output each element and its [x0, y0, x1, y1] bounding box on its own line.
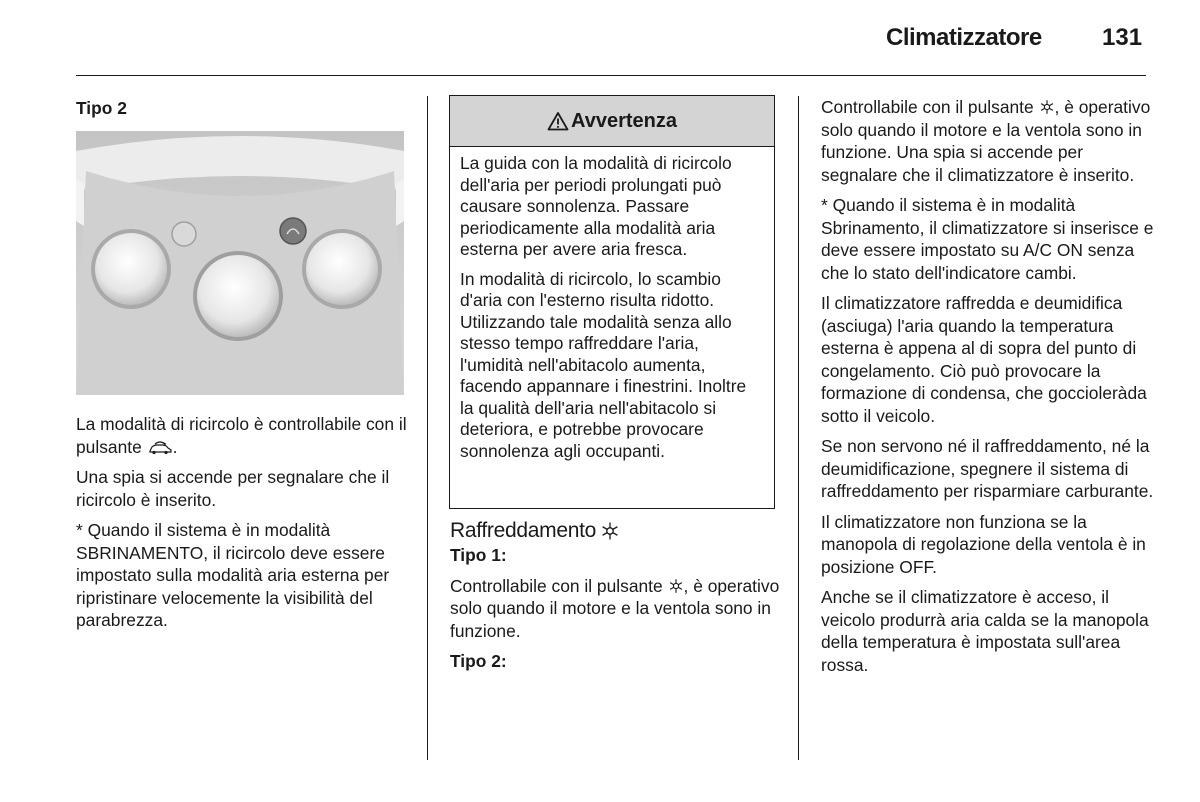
- paragraph-fan-off: Il climatizzatore non funziona se la manopola di regolazione della ventola è in posizione OFF.: [821, 511, 1146, 577]
- cooling-text: Controllabile con il pulsante: [450, 575, 663, 596]
- cooling-text-end: , è operativo solo quando il motore e la ventola sono in funzione.: [450, 575, 780, 641]
- subhead-tipo-1: Tipo 1:: [450, 545, 507, 565]
- paragraph-warm-air: Anche se il climatizzatore è acceso, il veicolo produrrà aria calda se la manopola della temperatura è impostata sull'area rossa.: [821, 587, 1149, 675]
- page-number: 131: [1102, 24, 1143, 51]
- section-heading-raffreddamento: [450, 518, 780, 544]
- subhead-tipo-2-cooling: Tipo 2:: [450, 651, 507, 671]
- cooling-type2-text-end: , è operativo solo quando il motore e la ventola sono in funzione. Una spia si accende per segnalare che il climatizzatore è inserito.: [821, 97, 1151, 185]
- paragraph-cooling-type-2: [821, 96, 1156, 186]
- recirculation-text: La modalità di ricircolo è controllabile con il pulsante: [76, 414, 407, 457]
- column-divider-left: [427, 96, 428, 760]
- column-divider-right: [798, 96, 799, 760]
- cooling-type2-text: Controllabile con il pulsante: [821, 97, 1034, 117]
- paragraph-save-fuel: Se non servono né il raffreddamento, né la deumidificazione, spegnere il sistema di raffreddamento per risparmiare carburante.: [821, 436, 1154, 501]
- warning-triangle-icon: [547, 111, 569, 131]
- paragraph-indicator-light: Una spia si accende per segnalare che il ricircolo è inserito.: [76, 467, 390, 510]
- warning-paragraph-2: In modalità di ricircolo, lo scambio d'aria con l'esterno risulta ridotto. Utilizzando tale modalità senza allo stesso tempo raffreddare l'aria, l'umidità nell'abitacolo aumenta, facendo appannare i finestrini. Inoltre la qualità dell'aria nell'abitacolo si deteriora, e potrebbe provocare sonnolenza agli occupanti.: [460, 268, 747, 461]
- column-2-body: [450, 518, 780, 681]
- control-panel-photo: [76, 131, 404, 395]
- paragraph-recirculation-control: [76, 413, 411, 458]
- paragraph-defrost-ac: * Quando il sistema è in modalità Sbrinamento, il climatizzatore si inserisce e deve essere impostato su A/C ON senza che lo stato dell'indicatore cambi.: [821, 195, 1154, 283]
- snowflake-icon: [600, 521, 620, 541]
- paragraph-defrost-note: * Quando il sistema è in modalità SBRINAMENTO, il ricircolo deve essere impostato sulla modalità aria esterna per ripristinare velocemente la visibilità del parabrezza.: [76, 520, 390, 630]
- paragraph-dehumidify: Il climatizzatore raffredda e deumidifica (asciuga) l'aria quando la temperatura esterna è appena al di sopra del punto di congelamento. Ciò può provocare la formazione di condensa, che goccioleràda sotto il veicolo.: [821, 293, 1147, 426]
- recirculation-car-icon: [147, 441, 173, 455]
- column-3-body: [821, 96, 1156, 684]
- page-title: Climatizzatore: [886, 24, 1042, 51]
- heading-text: Raffreddamento: [450, 519, 597, 542]
- recirculation-text-end: .: [172, 436, 178, 457]
- snowflake-icon: [668, 578, 684, 594]
- warning-paragraph-1: La guida con la modalità di ricircolo dell'aria per periodi prolungati può causare sonnolenza. Passare periodicamente alla modalità aria esterna per avere aria fresca.: [460, 153, 732, 259]
- warning-header: [450, 96, 774, 147]
- column-1-subhead-wrap: [76, 97, 411, 128]
- warning-title: Avvertenza: [571, 109, 677, 132]
- paragraph-cooling-type-1: [450, 575, 780, 643]
- warning-box: [449, 95, 775, 509]
- warning-body: [450, 147, 774, 462]
- snowflake-icon: [1039, 99, 1055, 115]
- subhead-tipo-2: Tipo 2: [76, 98, 127, 118]
- column-1-body: [76, 413, 411, 640]
- header-divider: [76, 75, 1146, 76]
